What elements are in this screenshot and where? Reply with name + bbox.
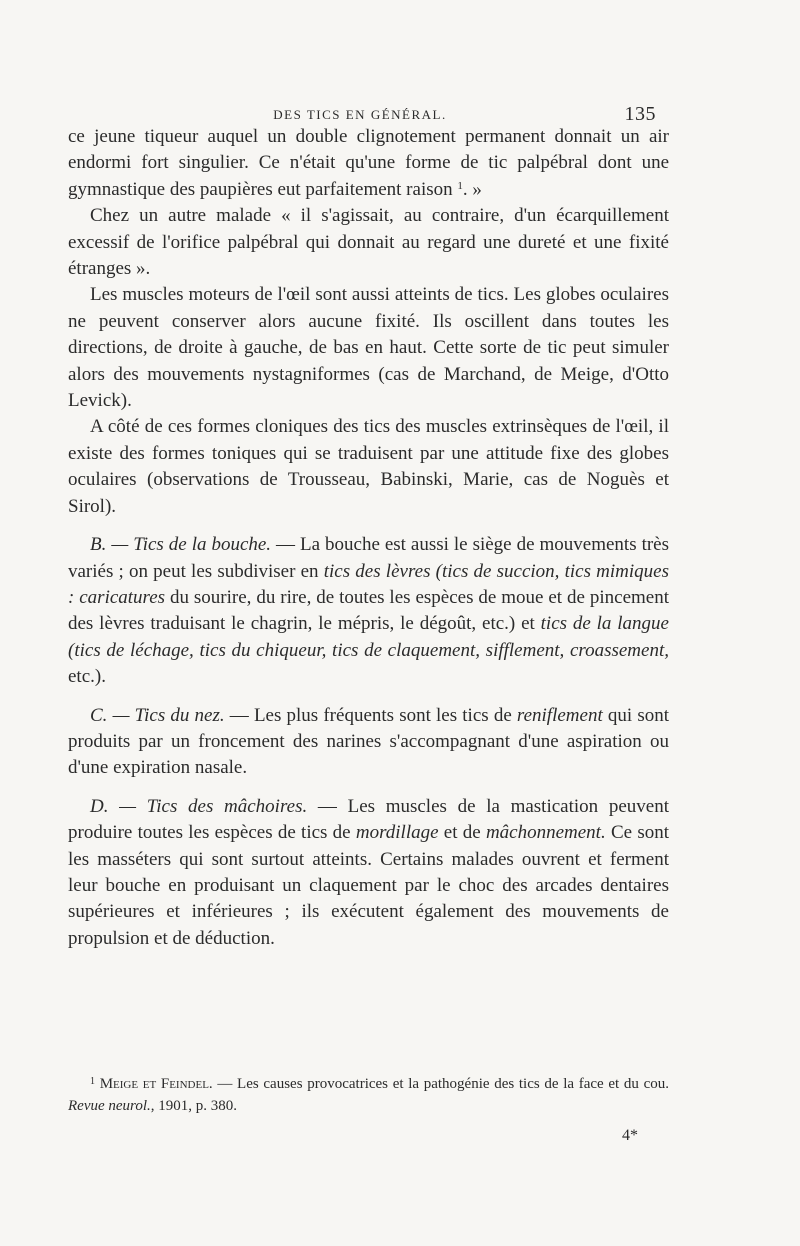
footnote (68, 1073, 669, 1117)
section-b-text-1: — La bouche est aussi le siège de mouvements très variés ; on peut les subdiviser en (68, 534, 669, 582)
footnote-tail: , 1901, p. 380. (150, 1098, 237, 1114)
section-c-italic-1: reniflement (516, 704, 603, 726)
page-number: 135 (624, 103, 656, 125)
section-d-text-2: et de (438, 822, 486, 844)
section-c-heading: C. — Tics du nez. (90, 704, 225, 726)
paragraph-3: Les muscles moteurs de l'œil sont aussi atteints de tics. Les globes oculaires ne peuvent conserver alors aucune fixité. Ils oscillent dans toutes les directions, de droite à gauche, de bas en haut. Cette sorte de tic peut simuler alors des mouvements nystagniformes (cas de Marchand, de Meige, d'Otto Levick). (68, 284, 669, 412)
section-b-italic-1: tics des lèvres (tics de succion, tics mimiques : caricatures (68, 560, 669, 608)
section-c-text-1: — Les plus fréquents sont les tics de (224, 704, 517, 726)
section-b-italic-2: tics de la langue (tics de léchage, tics du chiqueur, tics de claquement, sifflement, croassement, (68, 613, 669, 661)
section-b-text-2: du sourire, du rire, de toutes les espèces de moue et de pincement des lèvres traduisant le chagrin, le mépris, le dégoût, etc.) et (68, 586, 669, 635)
paragraph-2: Chez un autre malade « il s'agissait, au contraire, d'un écarquillement excessif de l'orifice palpébral qui donnait au regard une dureté et une fixité étranges ». (68, 205, 669, 280)
paragraph-1-text: ce jeune tiqueur auquel un double clignotement permanent donnait un air endormi fort singulier. Ce n'était qu'une forme de tic palpébral dont une gymnastique des paupières eut parfaitement raison (68, 126, 669, 200)
section-b (68, 532, 669, 690)
section-b-text-3: etc.). (68, 666, 106, 688)
section-d-italic-2: mâchonnement. (485, 822, 606, 844)
section-d-text-1: — Les muscles de la mastication peuvent produire toutes les espèces de tics de (68, 795, 669, 844)
footnote-reference: 1 (457, 179, 463, 192)
section-d-text-3: Ce sont les masséters qui sont surtout atteints. Certains malades ouvrent et ferment leur bouche en produisant un claquement par le choc des arcades dentaires supérieures et inférieures ; ils exécutent également des mouvements de propulsion et de déduction. (68, 822, 669, 949)
paragraph-1 (68, 124, 669, 203)
section-d-heading: D. — Tics des mâchoires. (90, 795, 308, 817)
paragraph-1-tail: . » (462, 178, 482, 200)
section-d (68, 794, 669, 952)
footnote-text: — Les causes provocatrices et la pathogénie des tics de la face et du cou. (212, 1076, 670, 1092)
printer-signature: 4* (622, 1127, 638, 1144)
section-c (68, 703, 669, 782)
footnote-journal: Revue neurol. (68, 1098, 151, 1114)
footnote-authors: Meige et Feindel. (99, 1076, 213, 1092)
footnote-mark: 1 (90, 1076, 95, 1087)
body-text (68, 124, 669, 952)
running-title: DES TICS EN GÉNÉRAL. (273, 107, 447, 122)
section-d-italic-1: mordillage (355, 822, 439, 844)
paragraph-4: A côté de ces formes cloniques des tics des muscles extrinsèques de l'œil, il existe des formes toniques qui se traduisent par une attitude fixe des globes oculaires (observations de Trousseau, Babinski, Marie, cas de Noguès et Sirol). (68, 416, 669, 517)
section-b-heading: B. — Tics de la bouche. (90, 534, 272, 556)
section-c-text-2: qui sont produits par un froncement des narines s'accompagnant d'une aspiration ou d'une expiration nasale. (68, 704, 669, 779)
